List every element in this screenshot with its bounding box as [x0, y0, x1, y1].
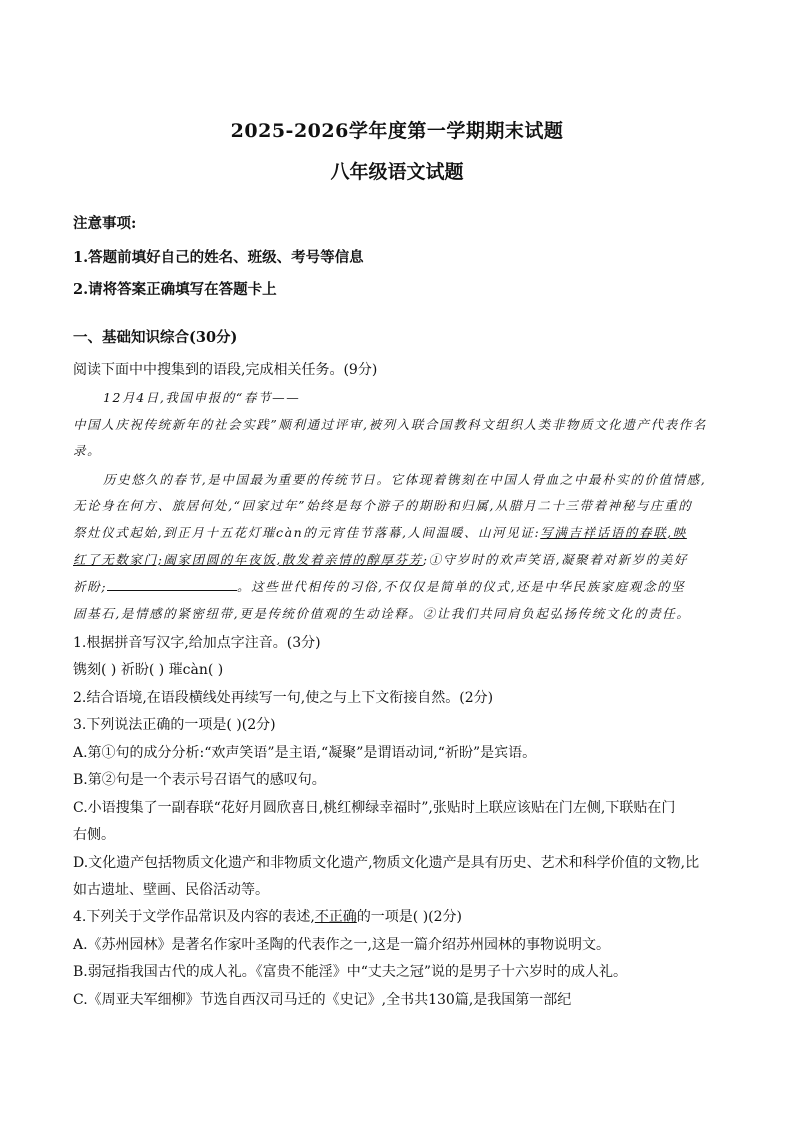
passage-line: 无论身在何方、旅居何处,“回家过年”始终是每个游子的期盼和归属,从腊月二十三带着神秘与庄重的 [73, 498, 693, 513]
question-4 [73, 906, 462, 926]
passage-underlined-text: 写满吉祥话语的春联,映 [540, 525, 687, 540]
question-4-option-c: C.《周亚夫军细柳》节选自西汉司马迁的《史记》,全书共130篇,是我国第一部纪 [73, 992, 572, 1008]
question-1: 1.根据拼音写汉字,给加点字注音。(3分) [73, 635, 321, 651]
passage-line [73, 523, 687, 541]
passage-text: 。这些世代相传的习俗,不仅仅是简单的仪式,还是中华民族家庭观念的坚 [237, 579, 686, 594]
question-3-option-b: B.第②句是一个表示号召语气的感叹句。 [73, 772, 326, 788]
passage-text: 祭灶仪式起始,到正月十五花灯璀càn的元宵佳节落幕,人间温暖、山河见证: [73, 525, 541, 540]
passage-line: 12月4日,我国申报的“春节—— [103, 390, 301, 405]
question-3-option-d-cont: 如古遗址、壁画、民俗活动等。 [73, 882, 269, 898]
question-4-emphasis: 不正确 [314, 909, 357, 925]
notice-heading: 注意事项: [73, 215, 137, 232]
question-4-text: 的一项是( )(2分) [356, 909, 463, 925]
section-intro: 阅读下面中中搜集到的语段,完成相关任务。(9分) [73, 362, 378, 378]
question-3-option-c-cont: 右侧。 [73, 827, 115, 843]
notice-item-2: 2.请将答案正确填写在答题卡上 [73, 281, 277, 298]
question-4-text: 4.下列关于文学作品常识及内容的表述, [73, 909, 315, 925]
passage-line: 中国人庆祝传统新年的社会实践”顺利通过评审,被列入联合国教科文组织人类非物质文化遗产代表作名 [73, 417, 707, 432]
passage-line: 录。 [73, 443, 102, 458]
exam-title: 2025-2026学年度第一学期期末试题 [230, 120, 564, 142]
section-heading: 一、基础知识综合(30分) [73, 329, 238, 346]
passage-line [73, 577, 685, 595]
answer-blank[interactable] [107, 577, 237, 591]
passage-text: 祈盼; [73, 579, 108, 594]
question-3-option-c: C.小语搜集了一副春联“花好月圆欣喜日,桃红柳绿幸福时”,张贴时上联应该贴在门左侧,下联贴在门 [73, 800, 676, 816]
question-1-blanks: 镌刻( ) 祈盼( ) 璀càn( ) [73, 662, 224, 678]
passage-line [73, 550, 688, 568]
passage-text: ;①守岁时的欢声笑语,凝聚着对新岁的美好 [422, 552, 688, 567]
question-3-option-a: A.第①句的成分分析:“欢声笑语”是主语,“凝聚”是谓语动词,“祈盼”是宾语。 [73, 745, 537, 761]
notice-item-1: 1.答题前填好自己的姓名、班级、考号等信息 [73, 249, 364, 266]
exam-subtitle: 八年级语文试题 [330, 161, 464, 183]
passage-line: 固基石,是情感的紧密纽带,更是传统价值观的生动诠释。②让我们共同肩负起弘扬传统文化的责任。 [73, 606, 691, 621]
question-3-option-d: D.文化遗产包括物质文化遗产和非物质文化遗产,物质文化遗产是具有历史、艺术和科学价值的文物,比 [73, 855, 700, 871]
question-3: 3.下列说法正确的一项是( )(2分) [73, 717, 276, 733]
passage-underlined-text: 红了无数家门;阖家团圆的年夜饭,散发着亲情的醇厚芬芳 [73, 552, 423, 567]
question-2: 2.结合语境,在语段横线处再续写一句,使之与上下文衔接自然。(2分) [73, 690, 494, 706]
question-4-option-a: A.《苏州园林》是著名作家叶圣陶的代表作之一,这是一篇介绍苏州园林的事物说明文。 [73, 937, 611, 953]
passage-line: 历史悠久的春节,是中国最为重要的传统节日。它体现着镌刻在中国人骨血之中最朴实的价值情感, [103, 472, 707, 487]
question-4-option-b: B.弱冠指我国古代的成人礼。《富贵不能淫》中“丈夫之冠”说的是男子十六岁时的成人礼。 [73, 964, 628, 980]
